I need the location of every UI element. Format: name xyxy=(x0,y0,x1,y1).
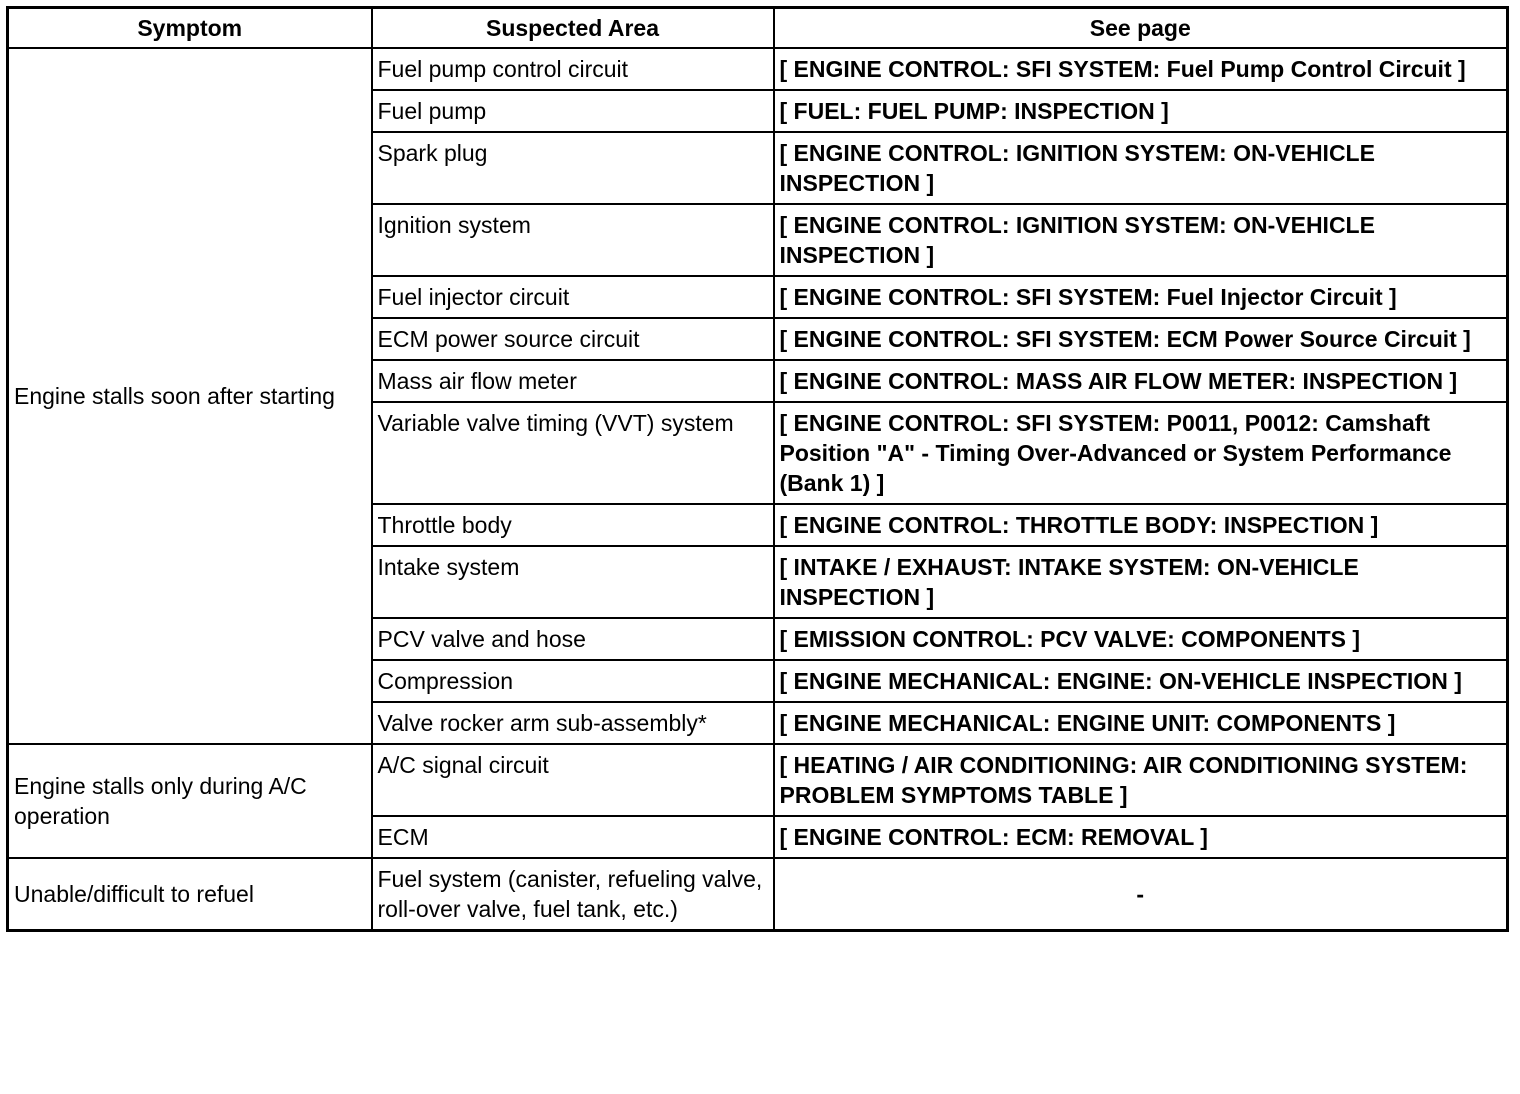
header-suspected-area: Suspected Area xyxy=(372,8,774,49)
see-page-link[interactable]: [ ENGINE CONTROL: SFI SYSTEM: Fuel Pump Control Circuit ] xyxy=(774,48,1508,90)
suspected-area-cell: Mass air flow meter xyxy=(372,360,774,402)
table-row xyxy=(8,744,1508,816)
symptom-cell: Unable/difficult to refuel xyxy=(8,858,372,931)
suspected-area-cell: A/C signal circuit xyxy=(372,744,774,816)
see-page-link[interactable]: [ ENGINE CONTROL: SFI SYSTEM: P0011, P0012: Camshaft Position "A" - Timing Over-Advanced or System Performance (Bank 1) ] xyxy=(774,402,1508,504)
suspected-area-cell: Fuel system (canister, refueling valve, roll-over valve, fuel tank, etc.) xyxy=(372,858,774,931)
suspected-area-cell: ECM xyxy=(372,816,774,858)
problem-symptoms-sheet xyxy=(6,6,1506,932)
problem-symptoms-table xyxy=(6,6,1509,932)
see-page-value: - xyxy=(774,858,1508,931)
see-page-link[interactable]: [ ENGINE MECHANICAL: ENGINE UNIT: COMPONENTS ] xyxy=(774,702,1508,744)
suspected-area-cell: Throttle body xyxy=(372,504,774,546)
header-see-page: See page xyxy=(774,8,1508,49)
see-page-link[interactable]: [ ENGINE CONTROL: IGNITION SYSTEM: ON-VEHICLE INSPECTION ] xyxy=(774,132,1508,204)
table-row xyxy=(8,48,1508,90)
suspected-area-cell: Spark plug xyxy=(372,132,774,204)
header-row xyxy=(8,8,1508,49)
see-page-link[interactable]: [ FUEL: FUEL PUMP: INSPECTION ] xyxy=(774,90,1508,132)
see-page-link[interactable]: [ ENGINE CONTROL: THROTTLE BODY: INSPECTION ] xyxy=(774,504,1508,546)
suspected-area-cell: ECM power source circuit xyxy=(372,318,774,360)
suspected-area-cell: Fuel pump control circuit xyxy=(372,48,774,90)
table-row xyxy=(8,858,1508,931)
see-page-link[interactable]: [ ENGINE CONTROL: SFI SYSTEM: Fuel Injector Circuit ] xyxy=(774,276,1508,318)
symptom-cell: Engine stalls only during A/C operation xyxy=(8,744,372,858)
suspected-area-cell: Intake system xyxy=(372,546,774,618)
suspected-area-cell: Variable valve timing (VVT) system xyxy=(372,402,774,504)
see-page-link[interactable]: [ ENGINE CONTROL: IGNITION SYSTEM: ON-VEHICLE INSPECTION ] xyxy=(774,204,1508,276)
suspected-area-cell: Valve rocker arm sub-assembly* xyxy=(372,702,774,744)
see-page-link[interactable]: [ ENGINE MECHANICAL: ENGINE: ON-VEHICLE INSPECTION ] xyxy=(774,660,1508,702)
see-page-link[interactable]: [ ENGINE CONTROL: MASS AIR FLOW METER: INSPECTION ] xyxy=(774,360,1508,402)
see-page-link[interactable]: [ HEATING / AIR CONDITIONING: AIR CONDITIONING SYSTEM: PROBLEM SYMPTOMS TABLE ] xyxy=(774,744,1508,816)
suspected-area-cell: Fuel pump xyxy=(372,90,774,132)
suspected-area-cell: Ignition system xyxy=(372,204,774,276)
see-page-link[interactable]: [ ENGINE CONTROL: ECM: REMOVAL ] xyxy=(774,816,1508,858)
suspected-area-cell: Compression xyxy=(372,660,774,702)
suspected-area-cell: PCV valve and hose xyxy=(372,618,774,660)
see-page-link[interactable]: [ EMISSION CONTROL: PCV VALVE: COMPONENTS ] xyxy=(774,618,1508,660)
symptom-cell: Engine stalls soon after starting xyxy=(8,48,372,744)
see-page-link[interactable]: [ INTAKE / EXHAUST: INTAKE SYSTEM: ON-VEHICLE INSPECTION ] xyxy=(774,546,1508,618)
see-page-link[interactable]: [ ENGINE CONTROL: SFI SYSTEM: ECM Power Source Circuit ] xyxy=(774,318,1508,360)
suspected-area-cell: Fuel injector circuit xyxy=(372,276,774,318)
header-symptom: Symptom xyxy=(8,8,372,49)
